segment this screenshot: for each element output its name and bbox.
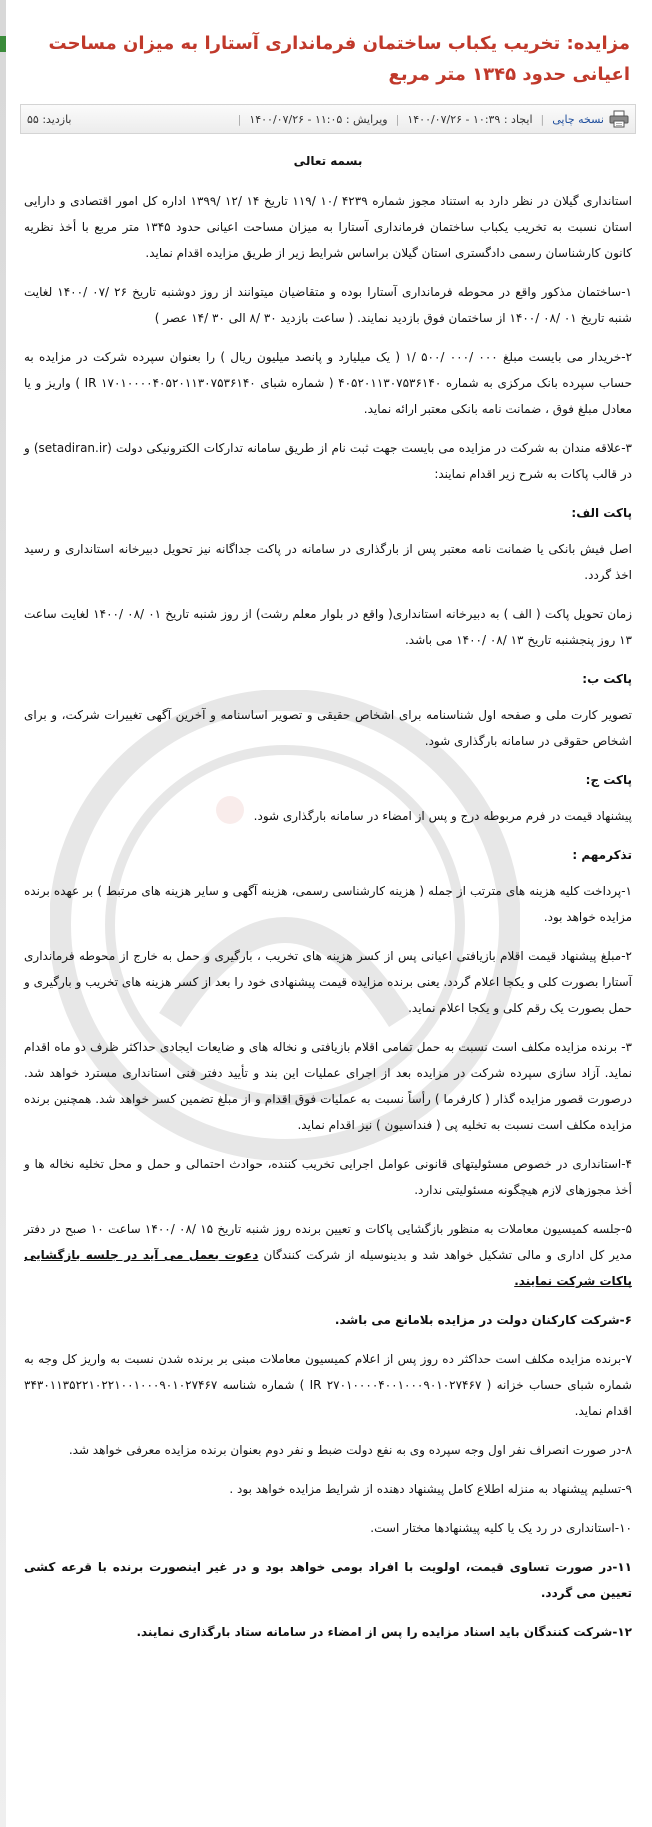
left-edge-rule (0, 0, 6, 1827)
print-label: نسخه چاپی (552, 112, 604, 126)
note-7: ۷-برنده مزایده مکلف است حداکثر ده روز پس از اعلام کمیسیون معاملات مبنی بر برنده شدن نسبت به واریز کل وجه به شماره شبای حساب خزانه ( IR ۲۷۰۱۰۰۰۰۴۰۰۱۰۰۰۹۰۱۰۲۷۴۶۷ ) شماره شناسه ۳۴۳۰۱۱۳۵۲۲۱۰۲۲۱۰۰۱۰۰۰۹۰۱۰۲۷۴۶۷ اقدام نماید. (24, 1352, 632, 1418)
meta-separator: | (237, 112, 242, 126)
notes-heading: تذکرمهم : (572, 848, 632, 862)
note-10: ۱۰-استانداری در رد یک یا کلیه پیشنهادها مختار است. (370, 1521, 632, 1535)
note-8: ۸-در صورت انصراف نفر اول وجه سپرده وی به نفع دولت ضبط و نفر دوم بعنوان برنده مزایده معرفی خواهد شد. (68, 1443, 632, 1457)
pack-c-heading: پاکت ج: (585, 773, 632, 787)
page-title: مزایده: تخریب یکباب ساختمان فرمانداری آستارا به میزان مساحت اعیانی حدود ۱۳۴۵ متر مربع (48, 33, 630, 85)
note-4: ۴-استانداری در خصوص مسئولیتهای قانونی عوامل اجرایی تخریب کننده، حوادث احتمالی و حمل و محل تخلیه نخاله ها و أخذ مجوزهای لازم هیچگونه مسئولیتی ندارد. (24, 1157, 632, 1197)
created-date: ایجاد : ۱۰:۳۹ - ۱۴۰۰/۰۷/۲۶ (407, 112, 533, 126)
article-page (10, 0, 646, 1827)
pack-a-item-1: اصل فیش بانکی یا ضمانت نامه معتبر پس از بارگذاری در سامانه در پاکت جداگانه نیز تحویل دبیرخانه استانداری و رسید اخذ گردد. (24, 542, 632, 582)
note-11: ۱۱-در صورت تساوی قیمت، اولویت با افراد بومی خواهد بود و در غیر اینصورت برنده با قرعه کشی تعیین می گردد. (24, 1560, 632, 1600)
clause-1: ۱-ساختمان مذکور واقع در محوطه فرمانداری آستارا بوده و متقاضیان میتوانند از روز دوشنبه تاریخ ۲۶ /۰۷ /۱۴۰۰ لغایت شنبه تاریخ ۰۱ /۰۸ /۱۴۰۰ از ساختمان فوق بازدید نمایند. ( ساعت بازدید ۳۰ /۸ الی ۳۰ /۱۴ عصر ) (24, 285, 632, 325)
note-6: ۶-شرکت کارکنان دولت در مزایده بلامانع می باشد. (334, 1313, 632, 1327)
pack-a-item-2: زمان تحویل پاکت ( الف ) به دبیرخانه استانداری( واقع در بلوار معلم رشت) از روز شنبه تاریخ ۰۱ /۰۸ /۱۴۰۰ لغایت ساعت ۱۳ روز پنجشنبه تاریخ ۱۳ /۰۸ /۱۴۰۰ می باشد. (24, 607, 633, 647)
pack-c-item-1: پیشنهاد قیمت در فرم مربوطه درج و پس از امضاء در سامانه بارگذاری شود. (253, 809, 632, 823)
edited-date: ویرایش : ۱۱:۰۵ - ۱۴۰۰/۰۷/۲۶ (249, 112, 388, 126)
article-body (24, 148, 632, 1658)
note-5 (24, 1216, 632, 1294)
note-3: ۳- برنده مزایده مکلف است نسبت به حمل تمامی اقلام بازیافتی و نخاله های و ضایعات ایجادی حداکثر ظرف دو ماه اقدام نماید. آزاد سازی سپرده شرکت در مزایده بعد از اجرای عملیات این بند و تأیید دفتر فنی استانداری مسترد خواهد شد. درصورت قصور مزایده گذار ( کارفرما ) رأساً نسبت به عملیات فوق اقدام و از مبلغ تضمین کسر خواهد شد. همچنین برنده مزایده مکلف است نسبت به تخلیه پی ( فنداسیون ) نیز اقدام نماید. (24, 1040, 632, 1132)
intro-paragraph: استانداری گیلان در نظر دارد به استناد مجوز شماره ۴۲۳۹ /۱۰ /۱۱۹ تاریخ ۱۴ /۱۲ /۱۳۹۹ اداره کل امور اقتصادی و دارایی استان نسبت به تخریب یکباب ساختمان فرمانداری آستارا به میزان مساحت اعیانی حدود ۱۳۴۵ متر مربع با أخذ نظریه کانون کارشناسان رسمی دادگستری استان گیلان براساس شرایط زیر از طریق مزایده اقدام نماید. (24, 194, 633, 260)
note-9: ۹-تسلیم پیشنهاد به منزله اطلاع کامل پیشنهاد دهنده از شرایط مزایده خواهد بود . (229, 1482, 632, 1496)
pack-b-item-1: تصویر کارت ملی و صفحه اول شناسنامه برای اشخاص حقیقی و تصویر اساسنامه و آخرین آگهی تغییرات شرکت، و برای اشخاص حقوقی در سامانه بارگذاری شود. (24, 708, 632, 748)
left-edge-marker (0, 36, 6, 52)
note-2: ۲-مبلغ پیشنهاد قیمت اقلام بازیافتی اعیانی پس از کسر هزینه های تخریب ، بارگیری و حمل به خارج از محوطه فرمانداری آستارا بصورت کلی و یکجا اعلام گردد. یعنی برنده مزایده قیمت پیشنهادی خود را بعد از کسر هزینه های تخریب و بارگیری و حمل بصورت یک رقم کلی و یکجا اعلام نماید. (24, 949, 632, 1015)
note-5-text: ۵-جلسه کمیسیون معاملات به منظور بازگشایی پاکات و تعیین برنده روز شنبه تاریخ ۱۵ /۰۸ /۱۴۰۰ ساعت ۱۰ صبح در دفتر مدیر کل اداری و مالی تشکیل خواهد شد و بدینوسیله از شرکت کنندگان (24, 1222, 632, 1262)
clause-3: ۳-علاقه مندان به شرکت در مزایده می بایست جهت ثبت نام از طریق سامانه تدارکات الکترونیکی دولت (setadiran.ir) و در قالب پاکات به شرح زیر اقدام نمایند: (24, 441, 632, 481)
visit-count: بازدید: ۵۵ (27, 112, 72, 126)
clause-2: ۲-خریدار می بایست مبلغ ۰۰۰ /۰۰۰ /۵۰۰ /۱ ( یک میلیارد و پانصد میلیون ریال ) را بعنوان سپرده شرکت در مزایده به حساب سپرده بانک مرکزی به شماره ۴۰۵۲۰۱۱۳۰۷۵۳۶۱۴۰ ( شماره شبای IR ۱۷۰۱۰۰۰۰۴۰۵۲۰۱۱۳۰۷۵۳۶۱۴۰ ) واریز و یا معادل مبلغ فوق ، ضمانت نامه بانکی معتبر ارائه نماید. (24, 350, 633, 416)
pack-b-heading: پاکت ب: (582, 672, 632, 686)
article-meta-bar (20, 104, 636, 134)
note-12: ۱۲-شرکت کنندگان باید اسناد مزایده را پس از امضاء در سامانه ستاد بارگذاری نمایند. (136, 1625, 632, 1639)
pack-a-heading: پاکت الف: (571, 506, 632, 520)
note-1: ۱-پرداخت کلیه هزینه های مترتب از جمله ( هزینه کارشناسی رسمی، هزینه آگهی و سایر هزینه های مرتبط ) بر عهده برنده مزایده خواهد بود. (24, 884, 632, 924)
meta-separator: | (540, 112, 545, 126)
meta-separator: | (395, 112, 400, 126)
print-button[interactable] (552, 110, 629, 128)
bismillah: بسمه تعالی (293, 154, 363, 168)
note-5-invitation: دعوت بعمل می آید در جلسه بازگشایی پاکات شرکت نمایند. (24, 1248, 632, 1288)
printer-icon (609, 110, 629, 128)
